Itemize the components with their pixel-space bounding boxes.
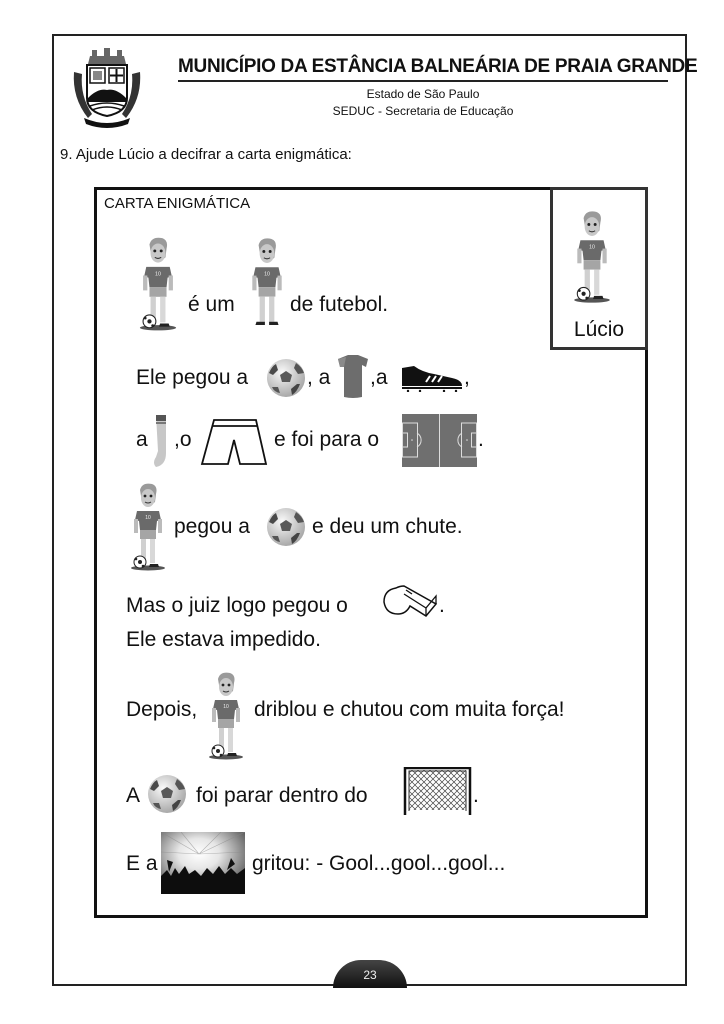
coat-of-arms-icon bbox=[70, 48, 144, 130]
line8-text-b: foi parar dentro do bbox=[196, 784, 368, 807]
line8-text-c: . bbox=[473, 784, 479, 807]
whistle-icon bbox=[382, 584, 438, 618]
cleat-icon bbox=[400, 362, 464, 392]
shirt-icon bbox=[336, 353, 370, 399]
line2-text-b: , a bbox=[307, 366, 331, 389]
character-name: Lúcio bbox=[573, 318, 625, 341]
line2-text-d: , bbox=[464, 366, 470, 389]
line3-text-d: . bbox=[478, 428, 484, 451]
player-icon bbox=[571, 201, 613, 313]
line7-text-b: driblou e chutou com muita força! bbox=[254, 698, 565, 721]
field-icon bbox=[402, 414, 477, 467]
municipality-title: MUNICÍPIO DA ESTÂNCIA BALNEÁRIA DE PRAIA GRANDE bbox=[178, 56, 698, 77]
line9-text-b: gritou: - Gool...gool...gool... bbox=[252, 852, 506, 875]
line6-text: Ele estava impedido. bbox=[126, 628, 321, 651]
state-subtitle: Estado de São Paulo bbox=[366, 87, 480, 101]
line5-text-b: . bbox=[439, 594, 445, 617]
line4-text-a: pegou a bbox=[174, 515, 250, 538]
player-icon bbox=[246, 236, 288, 332]
page-number: 23 bbox=[363, 968, 377, 982]
ball-icon bbox=[266, 507, 306, 547]
line1-text-a: é um bbox=[188, 293, 235, 316]
player-icon bbox=[128, 481, 168, 573]
department-subtitle: SEDUC - Secretaria de Educação bbox=[332, 104, 514, 118]
card-title: CARTA ENIGMÁTICA bbox=[104, 195, 251, 212]
line3-text-b: ,o bbox=[174, 428, 192, 451]
line3-text-a: a bbox=[136, 428, 148, 451]
line4-text-b: e deu um chute. bbox=[312, 515, 463, 538]
crowd-icon bbox=[161, 832, 245, 894]
line3-text-c: e foi para o bbox=[274, 428, 380, 451]
line2-text-c: ,a bbox=[370, 366, 388, 389]
player-icon bbox=[206, 670, 246, 762]
ball-icon bbox=[266, 358, 306, 398]
question-text: 9. Ajude Lúcio a decifrar a carta enigmática: bbox=[60, 146, 352, 163]
shorts-icon bbox=[200, 418, 268, 468]
sock-icon bbox=[152, 413, 170, 469]
line1-text-b: de futebol. bbox=[290, 293, 389, 316]
title-underline bbox=[178, 80, 668, 82]
line8-text-a: A bbox=[126, 784, 141, 807]
line9-text-a: E a bbox=[126, 852, 158, 875]
ball-icon bbox=[147, 774, 187, 814]
line7-text-a: Depois, bbox=[126, 698, 198, 721]
goal-icon bbox=[403, 767, 472, 815]
line5-text-a: Mas o juiz logo pegou o bbox=[126, 594, 348, 617]
line2-text-a: Ele pegou a bbox=[136, 366, 249, 389]
player-icon bbox=[134, 236, 182, 332]
